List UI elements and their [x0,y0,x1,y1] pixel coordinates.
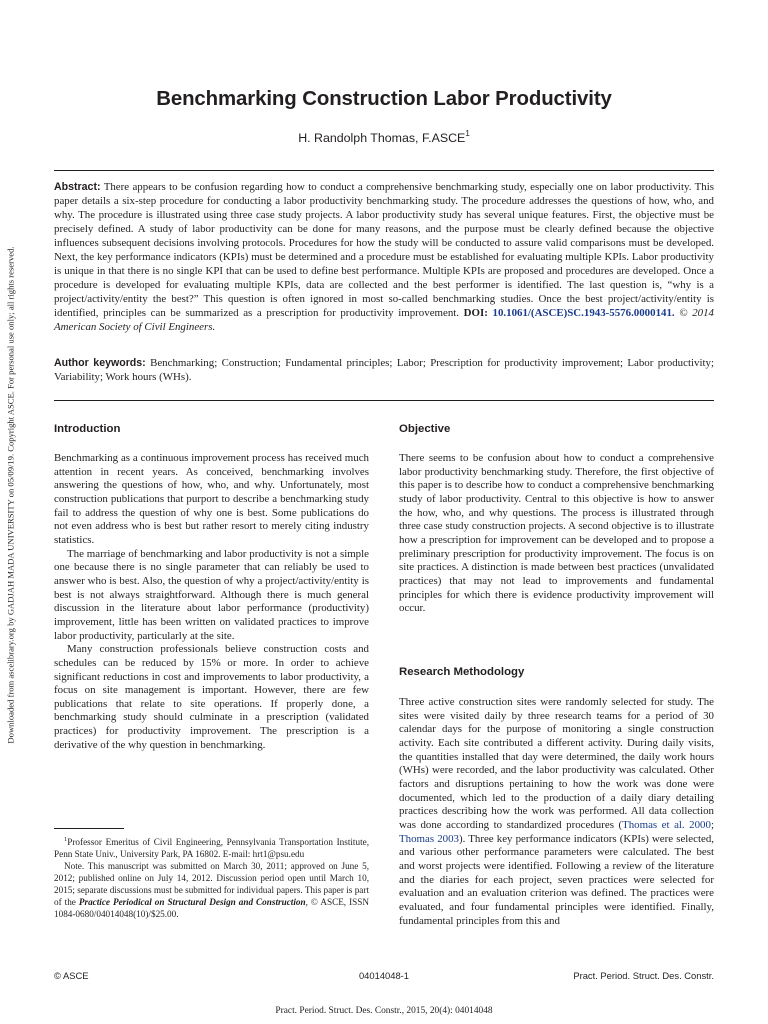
methodology-paragraph [399,696,714,928]
doi-label: DOI: [463,307,488,319]
abstract-top-rule [54,170,714,171]
objective-paragraph: There seems to be confusion about how to conduct a comprehensive labor productivity benchmarking study. Therefore, the first objective of this paper is to describe how to conduct a comprehensive benchmarking study of labor productivity. Central to this objective is how to answer the how, who, and why questions. The process is illustrated through three case study construction projects. A second objective is to illustrate how a prescription for improvement can be developed and to propose a preliminary prescription for productivity improvement. The focus is on site practices. A distinction is made between best practices (unvalidated practices) that may not lead to improvements and fundamental principles for which there is evidence productivity improvement will occur. [399,452,714,615]
citation-link[interactable]: Thomas 2003 [399,832,459,845]
abstract-text: There appears to be confusion regarding how to conduct a comprehensive benchmarking study, especially one on labor productivity. This paper details a six-step procedure for conducting a labor productivity benchmarking study. The procedure addresses the questions of how, who, and why. The procedure is illustrated using three case study projects. A labor productivity study has several unique features. First, the objective must be precisely defined. A study of labor productivity can be done for many reasons, and the purpose must be clearly defined because the objective influences subsequent decisions involving protocols. Procedures for how the study will be conducted to assure valid comparisons must be developed. Next, the key performance indicators (KPIs) must be determined and a procedure must be established for evaluating multiple KPIs. Labor productivity is unique in that there is no single KPI that can be used to define best performance. Multiple KPIs are proposed and procedures are developed. Once a procedure is developed for evaluating multiple KPIs, data are collected and the best performer is identified. The last question is, “why is a project/activity/entity the best?” This question is often ignored in most so-called benchmarking studies. Once the best project/activity/entity is identified, principles can be summarized as a prescription for productivity improvement. [54,181,714,319]
download-notice: Downloaded from ascelibrary.org by GADJAH MADA UNIVERSITY on 05/09/19. Copyright ASCE. For personal use only; all rights reserved. [5,246,16,744]
footer-page-id: 04014048-1 [358,970,410,981]
methodology-text: Three active construction sites were randomly selected for study. The sites were visited daily by three research teams for a period of 30 calendar days for the purpose of monitoring a single construction activity. Each site contributed a different activity. During daily visits, the quantities installed that day were determined, the daily work hours (WHs) were recorded, and the labor productivity was calculated. Other factors and disruptions pertaining to how the work was done were documented, which led to the production of a daily diary detailing practices describing how the work was performed. All data collection was done according to standardized procedures ( [399,696,714,831]
objective-heading: Objective [399,423,451,435]
abstract-copyright: © 2014 American Society of Civil Engineers. [54,307,714,333]
author-affil-mark: 1 [465,129,470,138]
objective-body [399,452,714,616]
author-keywords [54,356,714,384]
affiliation-text: Professor Emeritus of Civil Engineering, Pennsylvania Transportation Institute, Penn State Univ., University Park, PA 16802. E-mail: hrt1@psu.edu [54,837,369,859]
paper-title: Benchmarking Construction Labor Productivity [156,88,612,110]
keywords-label: Author keywords: [54,357,146,369]
keywords-text: Benchmarking; Construction; Fundamental principles; Labor; Prescription for productivity improvement; Labor productivity; Variability; Work hours (WHs). [54,357,714,383]
intro-paragraph: Many construction professionals believe construction costs and schedules can be reduced by 15% or more. In order to achieve significant reductions in cost and improvements to labor productivity, a focus on site management is important. However, there are few publications that relate to site operations. If properly done, a benchmarking study should culminate in a prescription (validated practices) for productivity improvement. The prescription is a derivative of the why question in benchmarking. [54,643,369,751]
affiliation-footnote [54,836,369,860]
note-text: Note. This manuscript was submitted on March 30, 2011; approved on June 5, 2012; published online on July 14, 2012. Discussion period open until March 10, 2015; separate discussions must be submitted for individual papers. This paper is part of the [54,861,369,907]
methodology-body [399,696,714,928]
footnote-rule [54,828,124,829]
abstract-bottom-rule [54,400,714,401]
intro-paragraph: The marriage of benchmarking and labor productivity is not a simple one because there is no single parameter that can reliably be used to answer who is best. Also, the question of why a project/activity/entity is best is not always straightforward. Although there is much general discussion in the literature about labor performance (productivity) improvement, little has been written on validated practices to improve labor productivity, particularly at the site. [54,547,369,642]
author-name: H. Randolph Thomas, F.ASCE [298,131,466,145]
doi-link[interactable]: 10.1061/(ASCE)SC.1943-5576.0000141. [492,307,675,319]
introduction-body [54,452,369,752]
intro-paragraph: Benchmarking as a continuous improvement process has received much attention in recent years. As conceived, benchmarking involves answering the questions of how, who, and why. Unfortunately, most construction publications that purport to describe a benchmarking study fail to address the question of why one is best. Some publications do not even address who is best but rather resort to merely citing industry statistics. [54,452,369,546]
introduction-heading: Introduction [54,423,121,435]
author-line [0,131,768,145]
citation-separator: ; [710,818,714,831]
journal-name: Practice Periodical on Structural Design and Construction [78,897,306,907]
citation-footer: Pract. Period. Struct. Des. Constr., 2015, 20(4): 04014048 [275,1006,493,1016]
methodology-text: ). Three key performance indicators (KPIs) were selected, and various other performance parameters were calculated. The best and worst projects were identified. Following a review of the literature and the diaries for each project, seven practices were selected for evaluation and an evaluation criterion was defined. The practices were evaluated, and four fundamental principles were identified. Finally, fundamental principles from this and [399,832,714,927]
footer-journal: Pract. Period. Struct. Des. Constr. [573,970,714,981]
citation-link[interactable]: Thomas et al. 2000 [622,818,711,831]
abstract-label: Abstract: [54,181,101,193]
footer-copyright: © ASCE [54,970,89,981]
footnotes [54,836,369,920]
abstract [54,180,714,334]
note-issn: , © ASCE, ISSN 1084-0680/04014048(10)/$25.00. [54,897,370,919]
research-methodology-heading: Research Methodology [399,666,525,678]
footnote-mark: 1 [64,836,68,843]
manuscript-note [54,860,369,920]
